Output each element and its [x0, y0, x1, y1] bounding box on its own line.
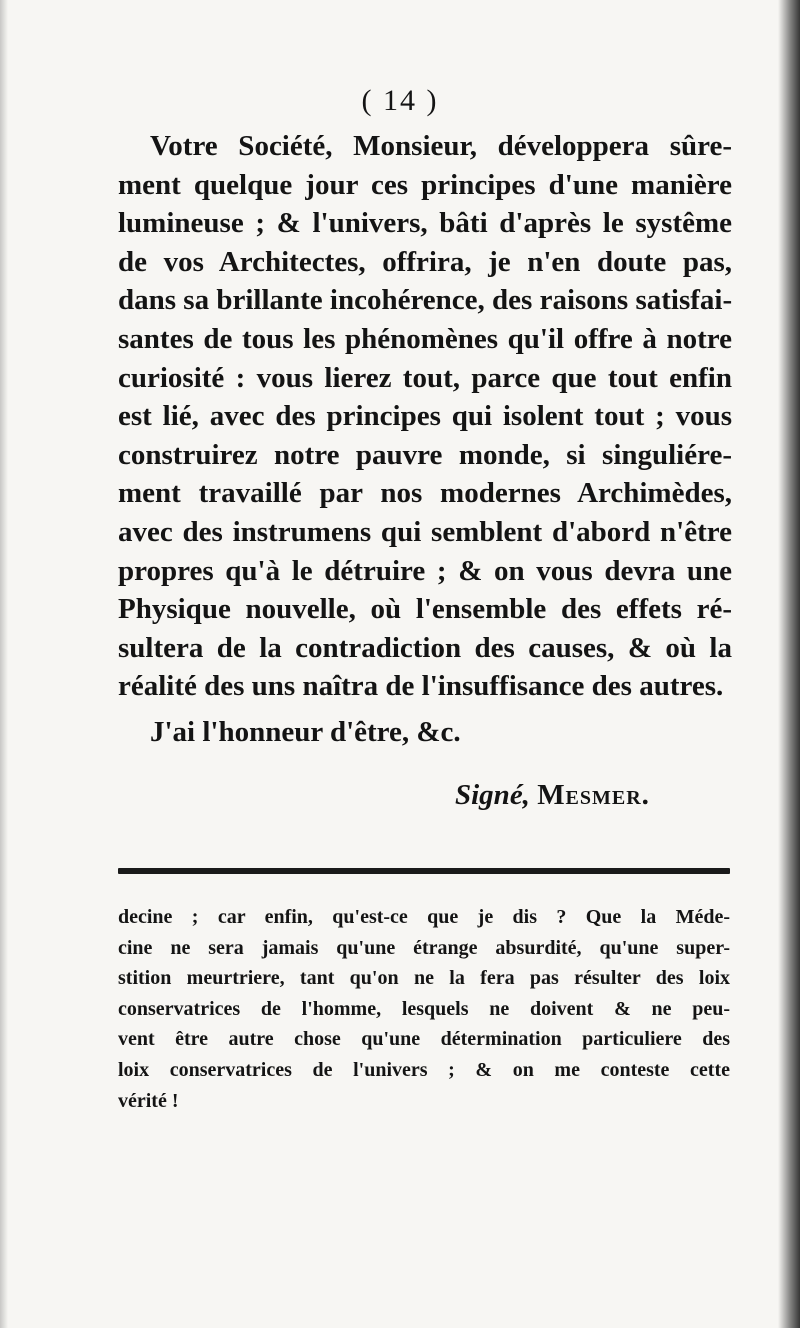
- signature: [455, 779, 650, 812]
- text-line: sultera de la contradiction des causes, & où la: [118, 631, 732, 664]
- footnote-line: cine ne sera jamais qu'une étrange absurdité, qu'une super-: [118, 936, 730, 959]
- text-line: construirez notre pauvre monde, si singuliére-: [118, 438, 732, 471]
- text-line: dans sa brillante incohérence, des raisons satisfai-: [118, 284, 733, 317]
- main-text: [118, 127, 732, 706]
- footnote-line: conservatrices de l'homme, lesquels ne doivent & ne peu-: [118, 997, 730, 1020]
- footnote-line: decine ; car enfin, qu'est-ce que je dis ? Que la Méde-: [118, 906, 730, 928]
- footnote: [118, 902, 730, 1116]
- footnote-line: vérité !: [118, 1089, 179, 1112]
- scan-edge-right: [778, 0, 800, 1328]
- text-line: curiosité : vous lierez tout, parce que tout enfin: [118, 361, 732, 394]
- footnote-line: loix conservatrices de l'univers ; & on me conteste cette: [118, 1058, 730, 1081]
- signature-name: Mesmer.: [537, 779, 650, 811]
- text-line: lumineuse ; & l'univers, bâti d'après le systême: [118, 207, 732, 240]
- signature-word: Signé,: [455, 779, 530, 811]
- text-line: réalité des uns naîtra de l'insuffisance des autres.: [118, 670, 724, 703]
- text-line: ment quelque jour ces principes d'une manière: [118, 168, 732, 201]
- text-line: de vos Architectes, offrira, je n'en doute pas,: [118, 245, 732, 278]
- footnote-line: vent être autre chose qu'une détermination particuliere des: [118, 1028, 730, 1051]
- page-number: ( 14 ): [361, 84, 439, 117]
- text-line: santes de tous les phénomènes qu'il offre à notre: [118, 322, 732, 355]
- footnote-line: stition meurtriere, tant qu'on ne la fera pas résulter des loix: [118, 967, 730, 990]
- text-line: Votre Société, Monsieur, développera sûre-: [150, 130, 732, 162]
- text-line: est lié, avec des principes qui isolent tout ; vous: [118, 400, 732, 433]
- text-line: avec des instrumens qui semblent d'abord n'être: [118, 515, 732, 548]
- text-line: propres qu'à le détruire ; & on vous devra une: [118, 554, 732, 587]
- text-line: Physique nouvelle, où l'ensemble des effets ré-: [118, 593, 732, 626]
- closing-salutation: J'ai l'honneur d'être, &c.: [150, 716, 461, 748]
- text-line: ment travaillé par nos modernes Archimèdes,: [118, 477, 732, 510]
- scan-edge-left: [0, 0, 8, 1328]
- footnote-divider: [118, 868, 730, 874]
